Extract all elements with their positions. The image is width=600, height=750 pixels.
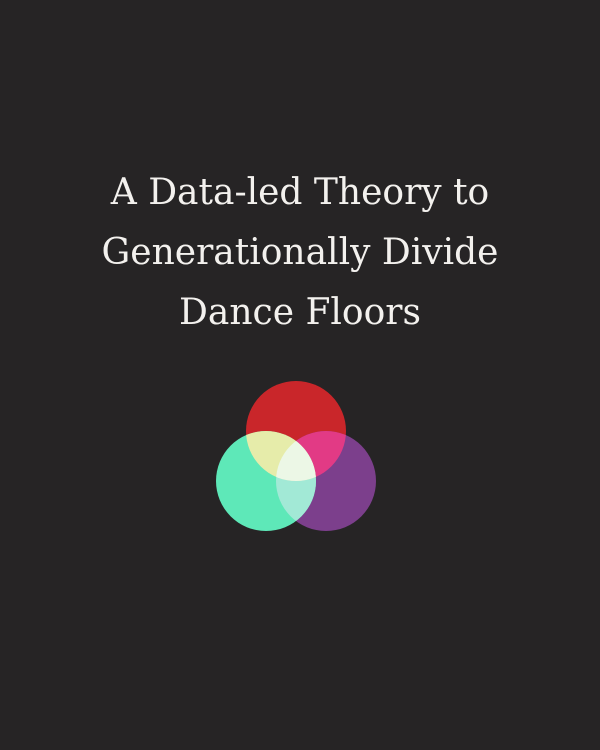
title-line-3: Dance Floors — [179, 292, 421, 333]
title-line-2: Generationally Divide — [101, 232, 499, 273]
title-line-1: A Data-led Theory to — [110, 172, 490, 213]
